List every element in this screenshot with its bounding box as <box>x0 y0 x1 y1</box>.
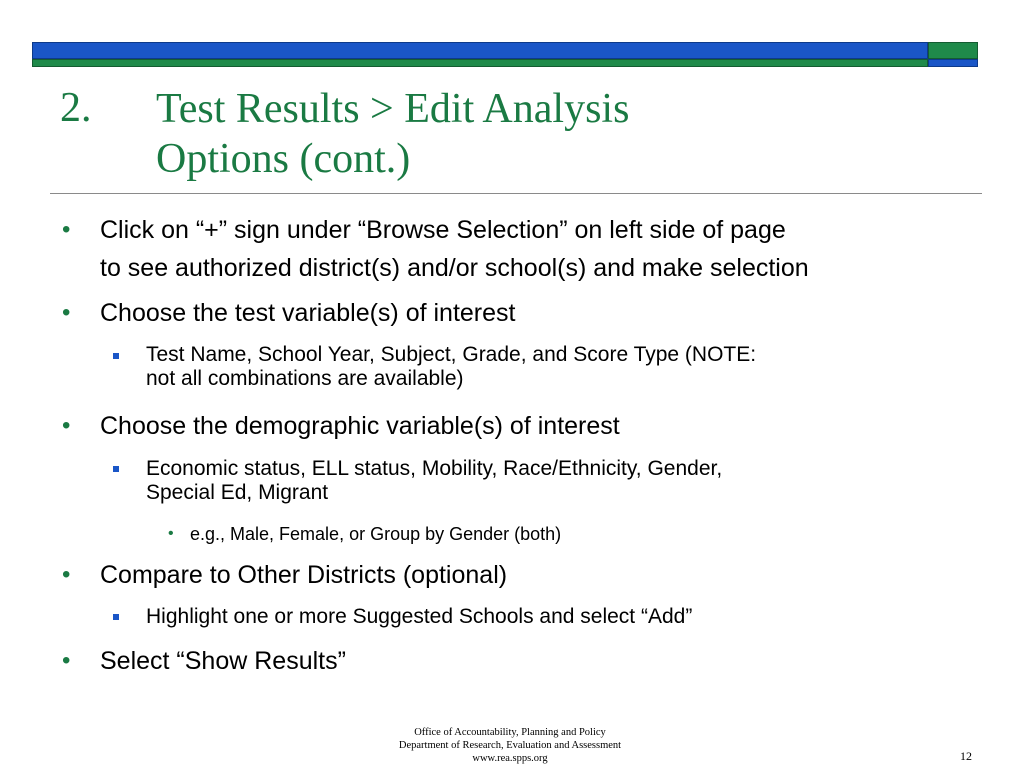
footer <box>340 726 680 765</box>
list-item: Compare to Other Districts (optional) <box>100 561 508 589</box>
list-item: Highlight one or more Suggested Schools and select “Add” <box>146 605 693 628</box>
list-item <box>146 341 986 393</box>
list-item: Choose the test variable(s) of interest <box>100 299 516 327</box>
square-bullet-icon <box>113 353 119 359</box>
footer-website: www.rea.spps.org <box>472 753 548 764</box>
list-item: Select “Show Results” <box>100 647 346 675</box>
list-item-line: Test Name, School Year, Subject, Grade, and Score Type (NOTE: <box>146 343 757 366</box>
bullet-dot-icon: • <box>62 647 71 674</box>
header-bar-blue-corner <box>928 59 978 67</box>
title-divider <box>50 193 982 194</box>
title-line-2: Options (cont.) <box>156 136 411 182</box>
footer-office: Office of Accountability, Planning and Policy <box>414 727 606 738</box>
page-title <box>156 84 936 184</box>
list-item-line: not all combinations are available) <box>146 367 464 390</box>
title-line-1: Test Results > Edit Analysis <box>156 86 630 132</box>
bullet-dot-icon: • <box>62 561 71 588</box>
bullet-dot-icon: • <box>62 412 71 439</box>
bullet-dot-icon: • <box>62 299 71 326</box>
footer-department: Department of Research, Evaluation and Assessment <box>398 740 622 751</box>
square-bullet-icon <box>113 466 119 472</box>
list-item-line: Click on “+” sign under “Browse Selection” on left side of page <box>100 216 786 244</box>
list-item-line: Economic status, ELL status, Mobility, Race/Ethnicity, Gender, <box>146 457 723 480</box>
list-item-line: Special Ed, Migrant <box>146 481 329 504</box>
square-bullet-icon <box>113 614 119 620</box>
list-item-line: to see authorized district(s) and/or school(s) and make selection <box>100 254 809 282</box>
list-item <box>100 211 1000 287</box>
small-dot-icon: • <box>168 525 174 542</box>
list-item: Choose the demographic variable(s) of interest <box>100 412 620 440</box>
page-number: 12 <box>960 749 972 763</box>
bullet-dot-icon: • <box>62 216 71 243</box>
list-item: e.g., Male, Female, or Group by Gender (both) <box>190 524 562 544</box>
header-bar-green <box>32 59 928 67</box>
list-item <box>146 455 986 507</box>
header-bar-blue <box>32 42 928 59</box>
title-number: 2. <box>60 85 92 131</box>
header-bar-green-corner <box>928 42 978 59</box>
